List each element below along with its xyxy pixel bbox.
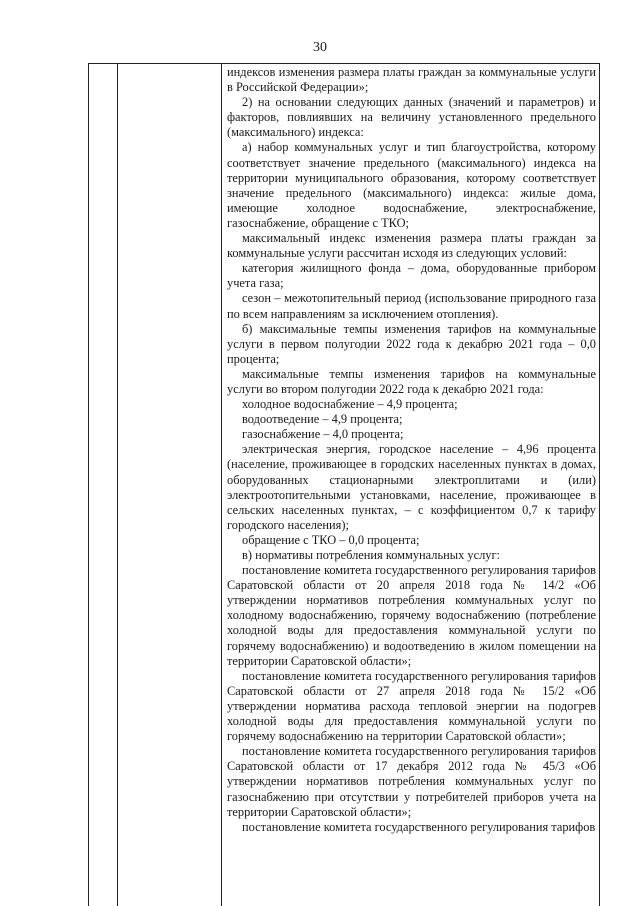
column-divider-1 bbox=[117, 64, 118, 906]
paragraph: максимальный индекс изменения размера платы граждан за коммунальные услуги рассчитан исходя из следующих условий: bbox=[227, 231, 596, 261]
paragraph: а) набор коммунальных услуг и тип благоустройства, которому соответствует значение предельного (максимального) индекса на территории муниципального образования, которому соответствует значение предельного (максимального) индекса: жилые дома, имеющие холодное водоснабжение, электроснабжение, газоснабжение, обращение с ТКО; bbox=[227, 140, 596, 230]
paragraph: постановление комитета государственного регулирования тарифов Саратовской области от 17 декабря 2012 года № 45/3 «Об утверждении нормативов потребления коммунальных услуг по газоснабжению при отсутствии у потребителей приборов учета на территории Саратовской области»; bbox=[227, 744, 596, 819]
paragraph: постановление комитета государственного регулирования тарифов Саратовской области от 20 апреля 2018 года № 14/2 «Об утверждении нормативов потребления коммунальных услуг по холодному водоснабжению, горячему водоснабжению (потребление холодной воды для предоставления коммунальной услуги по горячему водоснабжению) и водоотведению в жилом помещении на территории Саратовской области»; bbox=[227, 563, 596, 668]
paragraph: в) нормативы потребления коммунальных услуг: bbox=[242, 548, 500, 562]
paragraph: категория жилищного фонда – дома, оборудованные прибором учета газа; bbox=[227, 261, 596, 291]
paragraph: индексов изменения размера платы граждан за коммунальные услуги в Российской Федерации»; bbox=[227, 65, 596, 95]
paragraph: электрическая энергия, городское население – 4,96 процента (население, проживающее в городских населенных пунктах в домах, оборудованных стационарными электроплитами и (или) электроотопительными установками, население, проживающее в сельских населенных пунктах, – с коэффициентом 0,7 к тарифу городского населения); bbox=[227, 442, 596, 532]
paragraph: сезон – межотопительный период (использование природного газа по всем направлениям за исключением отопления). bbox=[227, 291, 596, 321]
paragraph: обращение с ТКО – 0,0 процента; bbox=[242, 532, 420, 547]
table-text-cell bbox=[227, 65, 596, 835]
paragraph: постановление комитета государственного регулирования тарифов bbox=[242, 819, 596, 834]
document-table bbox=[88, 63, 600, 906]
paragraph: газоснабжение – 4,0 процента; bbox=[242, 427, 404, 442]
paragraph: постановление комитета государственного регулирования тарифов Саратовской области от 27 апреля 2018 года № 15/2 «Об утверждении норматива расхода тепловой энергии на подогрев холодной воды для предоставления коммунальной услуги по горячему водоснабжению на территории Саратовской области»; bbox=[227, 668, 596, 744]
paragraph: б) максимальные темпы изменения тарифов на коммунальные услуги в первом полугодии 2022 года к декабрю 2021 года – 0,0 процента; bbox=[227, 321, 596, 366]
paragraph: 2) на основании следующих данных (значений и параметров) и факторов, повлиявших на величину установленного предельного (максимального) индекса: bbox=[227, 95, 596, 140]
page-number: 30 bbox=[313, 40, 327, 55]
paragraph: максимальные темпы изменения тарифов на коммунальные услуги во втором полугодии 2022 года к декабрю 2021 года: bbox=[227, 366, 596, 396]
column-divider-2 bbox=[221, 64, 222, 906]
paragraph: холодное водоснабжение – 4,9 процента; bbox=[242, 397, 458, 412]
paragraph: водоотведение – 4,9 процента; bbox=[242, 412, 403, 427]
